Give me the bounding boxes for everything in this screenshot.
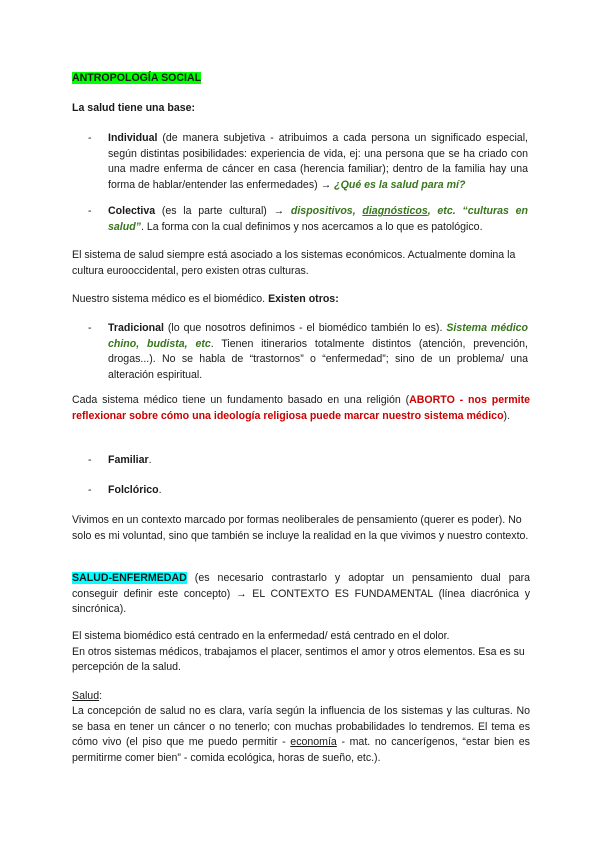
paragraph-biomedico-dolor — [72, 629, 530, 676]
colectiva-em3: , etc. “culturas en salud” — [108, 205, 529, 233]
bullet-tradicional — [108, 321, 528, 383]
salud-colon: : — [99, 690, 103, 702]
individual-question: ¿Qué es la salud para mí? — [334, 178, 466, 191]
colectiva-em2: diagnósticos — [362, 205, 428, 217]
individual-text: (de manera subjetiva - atribuimos a cada persona un significado especial, según distintas posibilidades: experiencia de vida, ej: una persona que se ha criado con una madre enferma de cáncer en casa (herencia familiar); dentro de la familia hay una forma de hablar/entender las enfermedades) → — [108, 132, 528, 191]
tradicional-em: Sistema médico chino, budista, etc — [108, 322, 529, 350]
tradicional-text2: . Tienen itinerarios totalmente distintos (atención, prevención, drogas...). No se habla de “trastornos” o “enfermedad”; sino de un problema/ una alteración espiritual. — [108, 337, 528, 381]
salud-enfermedad-highlight: SALUD-ENFERMEDAD — [72, 572, 187, 584]
bullet-folclorico — [108, 483, 528, 499]
para5-text: (es necesario contrastarlo y adoptar un pensamiento dual para conseguir definir este concepto) → EL CONTEXTO ES FUNDAMENTAL (línea diacrónica y sincrónica). — [72, 572, 530, 616]
bullet-dash: - — [88, 205, 92, 217]
colectiva-em1: dispositivos, — [290, 205, 363, 217]
tradicional-text1: (lo que nosotros definimos - el biomédico también lo es). — [163, 322, 447, 334]
subtitle: La salud tiene una base: — [72, 102, 196, 114]
familiar-term: Familiar — [108, 454, 149, 466]
paragraph-biomedico — [72, 292, 530, 308]
bullet-dash: - — [88, 322, 92, 334]
colectiva-text2: . La forma con la cual definimos y nos acercamos a lo que es patológico. — [140, 220, 483, 233]
bullet-individual — [108, 131, 528, 193]
bullet-familiar — [108, 453, 528, 469]
paragraph-sistema-salud: El sistema de salud siempre está asociado a los sistemas económicos. Actualmente domina la cultura eurooccidental, pero existen otras culturas. — [72, 249, 516, 277]
bullet-dash: - — [88, 132, 92, 144]
individual-term: Individual — [108, 132, 158, 144]
salud-heading: Salud — [72, 690, 100, 702]
folclorico-end: . — [158, 484, 162, 496]
paragraph-religion — [72, 393, 530, 424]
tradicional-term: Tradicional — [108, 322, 164, 334]
colectiva-text1: (es la parte cultural) → — [155, 205, 291, 217]
bullet-dash: - — [88, 454, 92, 466]
familiar-end: . — [148, 454, 152, 466]
document-title — [72, 71, 530, 87]
paragraph-contexto: Vivimos en un contexto marcado por formas neoliberales de pensamiento (querer es poder). No solo es mi voluntad, sino que también se incluye la realidad en la que vivimos y nuestro contexto. — [72, 514, 529, 542]
salud-text2: - mat. no cancerígenos, “estar bien es permitirme comer bien” - comida ecológica, horas de sueño, etc.). — [72, 736, 530, 764]
para3-text2: ). — [503, 409, 511, 422]
bullet-dash: - — [88, 484, 92, 496]
salud-underlined: economía — [290, 736, 337, 749]
para2-bold: Existen otros: — [268, 293, 339, 305]
para3-red: ABORTO - nos permite reflexionar sobre cómo una ideología religiosa puede marcar nuestro sistema médico — [72, 394, 531, 422]
paragraph-salud — [72, 704, 530, 766]
salud-text1: La concepción de salud no es clara, varía según la influencia de los sistemas y las culturas. No se basa en tener un cáncer o no tenerlo; con muchas probabilidades lo tendremos. El tema es cómo vivo (el piso que me puedo permitir - — [72, 705, 530, 749]
para2-text: Nuestro sistema médico es el biomédico. — [72, 293, 269, 305]
para3-text1: Cada sistema médico tiene un fundamento basado en una religión ( — [72, 394, 410, 406]
salud-heading-line — [72, 689, 530, 705]
title-highlight: ANTROPOLOGÍA SOCIAL — [72, 72, 202, 84]
folclorico-term: Folclórico — [108, 484, 159, 496]
paragraph-salud-enfermedad — [72, 571, 530, 618]
bullet-colectiva — [108, 204, 528, 235]
colectiva-term: Colectiva — [108, 205, 156, 217]
para6-line1: El sistema biomédico está centrado en la enfermedad/ está centrado en el dolor. — [72, 630, 450, 642]
para6-line2: En otros sistemas médicos, trabajamos el placer, sentimos el amor y otros elementos. Esa es su percepción de la salud. — [72, 645, 525, 674]
